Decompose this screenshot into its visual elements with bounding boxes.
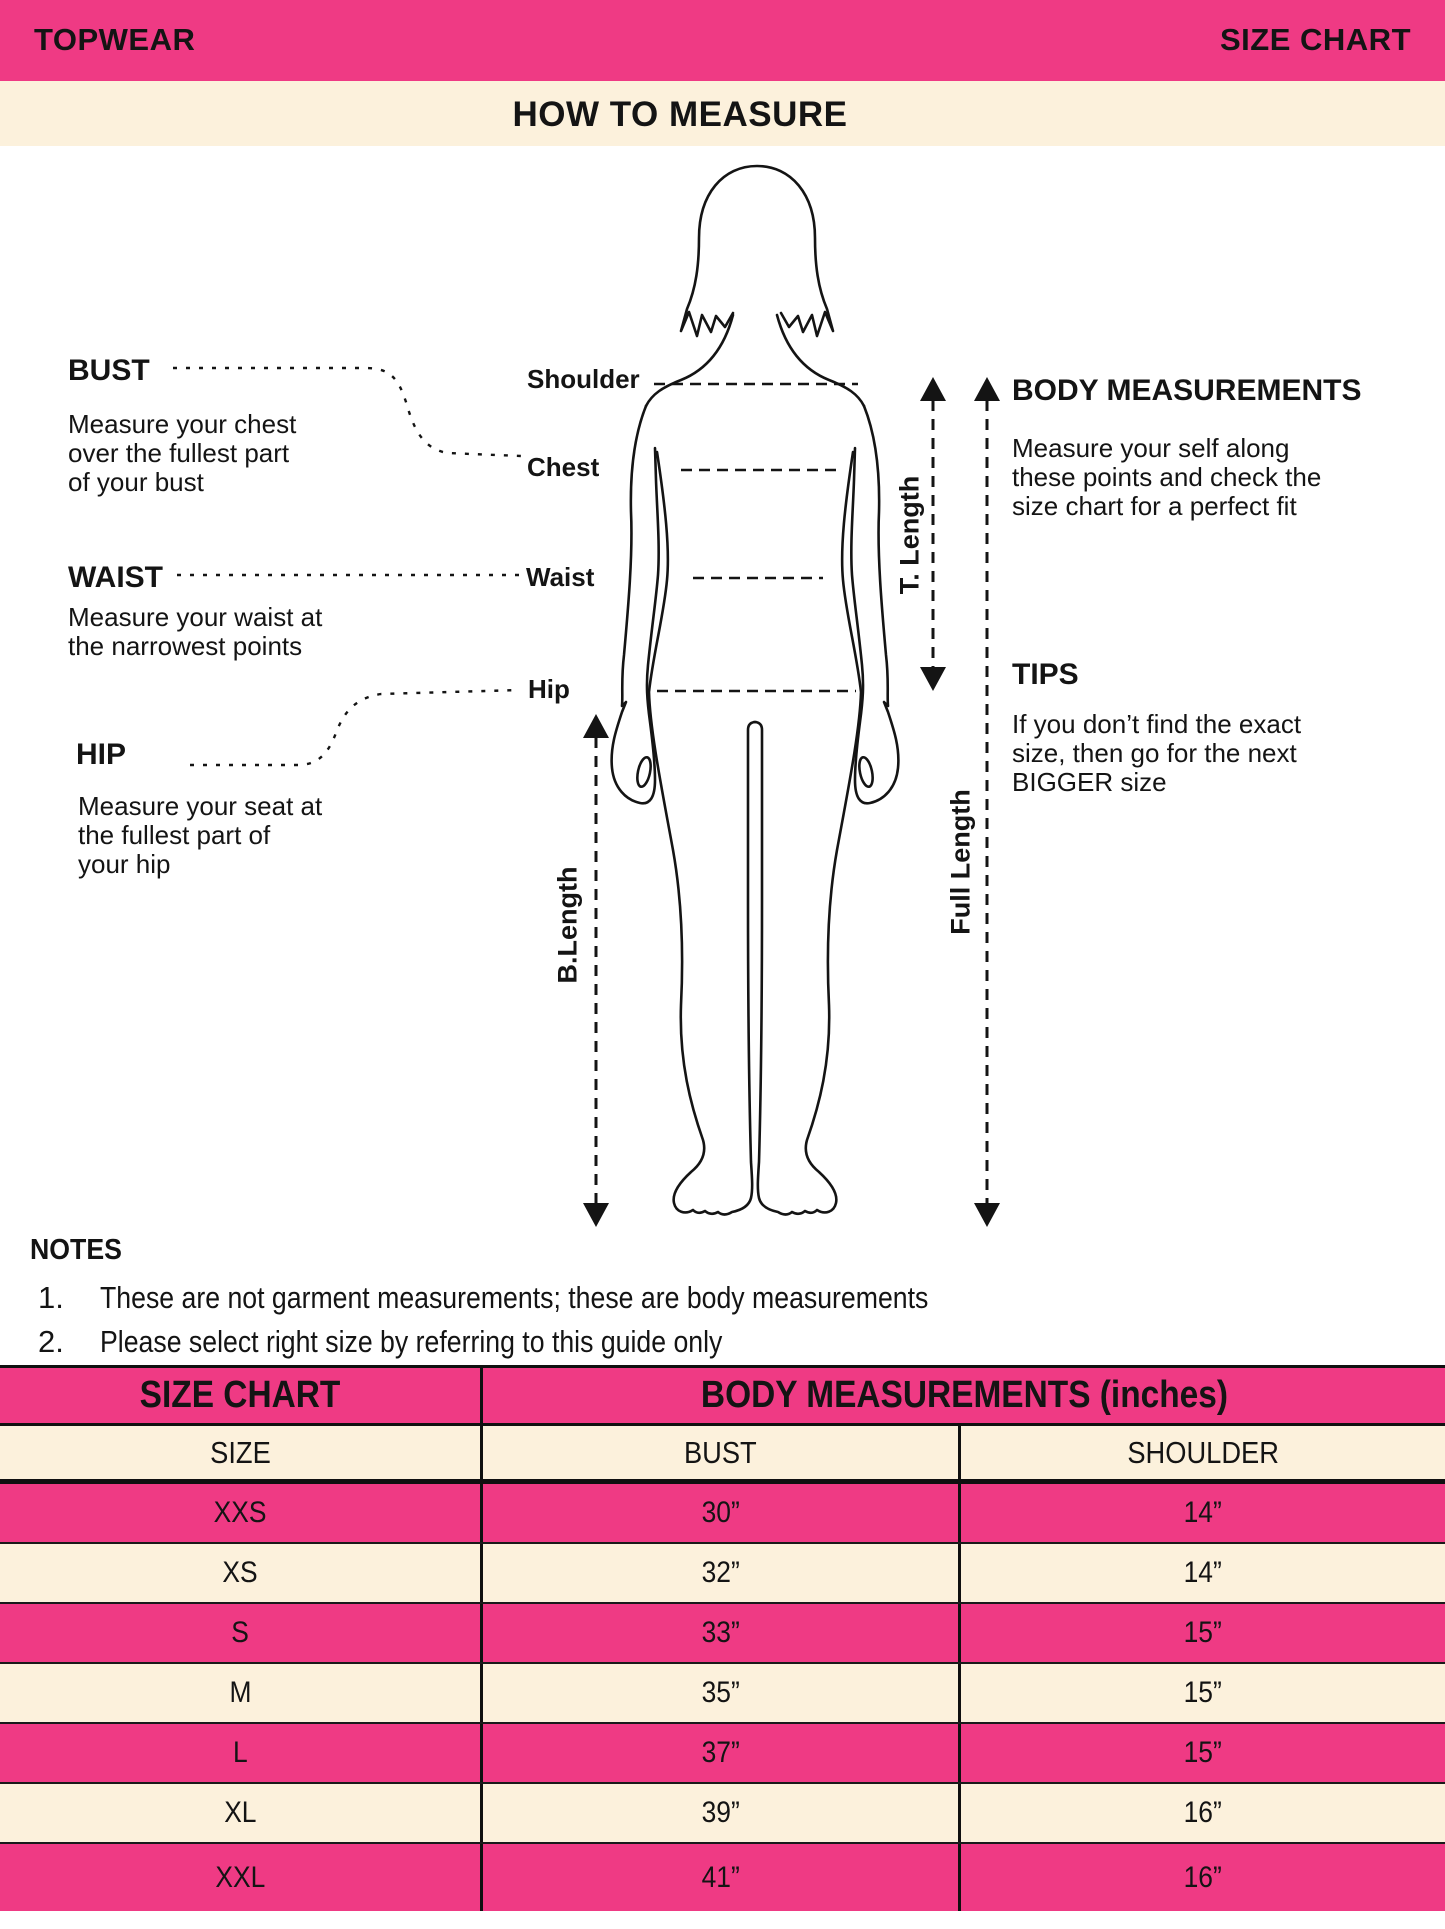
b-length-arrow-down: [583, 1203, 609, 1227]
right-arm: [851, 406, 898, 803]
tips-heading: TIPS: [1012, 658, 1079, 691]
cell-bust: [483, 1784, 961, 1842]
body-measurements-description: [1012, 434, 1321, 521]
table-group-header-row: [0, 1368, 1445, 1426]
column-header-size: [0, 1426, 483, 1479]
cell-shoulder: [961, 1544, 1445, 1602]
shoulder-label: Shoulder: [527, 364, 640, 394]
cell-bust-text: 30”: [701, 1496, 740, 1529]
length-arrows: [596, 400, 987, 1203]
waist-desc-line: the narrowest points: [68, 631, 303, 661]
left-arm: [612, 406, 659, 803]
cell-shoulder-text: 14”: [1183, 1496, 1223, 1529]
hair-outline: [681, 166, 833, 336]
cell-shoulder-text: 16”: [1183, 1860, 1223, 1894]
cell-shoulder: [961, 1484, 1445, 1542]
note-number: 1.: [38, 1280, 64, 1315]
cell-size: [0, 1544, 483, 1602]
waist-heading: WAIST: [68, 561, 163, 594]
cell-shoulder-text: 16”: [1183, 1796, 1223, 1829]
bm-desc-line: these points and check the: [1012, 462, 1322, 492]
cell-bust: [483, 1544, 961, 1602]
table-row-s: [0, 1604, 1445, 1664]
cell-bust-text: 37”: [701, 1736, 740, 1769]
full-length-label: Full Length: [945, 789, 976, 935]
note-item: [38, 1324, 824, 1360]
cell-bust-text: 33”: [701, 1616, 740, 1649]
table-row-l: [0, 1724, 1445, 1784]
hip-label: Hip: [528, 674, 570, 704]
how-to-measure-title: HOW TO MEASURE: [512, 95, 848, 134]
cell-shoulder: [961, 1784, 1445, 1842]
b-length-label: B.Length: [552, 866, 583, 984]
waist-label: Waist: [526, 562, 595, 592]
cell-shoulder-text: 14”: [1183, 1556, 1223, 1589]
chest-label: Chest: [527, 452, 600, 482]
note-item: [38, 1280, 1063, 1316]
cell-size: [0, 1484, 483, 1542]
cell-shoulder: [961, 1604, 1445, 1662]
tips-description: [1012, 710, 1301, 797]
waist-description: [68, 603, 322, 661]
bust-description: [68, 410, 296, 497]
waist-desc-line: Measure your waist at: [68, 602, 323, 632]
neck-left: [646, 315, 733, 406]
cell-size: [0, 1724, 483, 1782]
cell-shoulder: [961, 1724, 1445, 1782]
cell-size: [0, 1844, 483, 1911]
cell-size: [0, 1664, 483, 1722]
column-header-bust-text: BUST: [684, 1434, 757, 1470]
cell-shoulder-text: 15”: [1183, 1736, 1223, 1769]
cell-bust-text: 41”: [701, 1860, 740, 1894]
t-length-arrow-down: [920, 667, 946, 691]
tips-desc-line: BIGGER size: [1012, 767, 1167, 797]
cell-size: [0, 1604, 483, 1662]
notes-heading: NOTES: [30, 1234, 122, 1266]
right-thumb: [857, 756, 875, 788]
cell-size-text: XL: [223, 1796, 257, 1829]
hip-description: [78, 792, 322, 879]
group-header-size-chart: [0, 1368, 483, 1423]
table-row-xxl: [0, 1844, 1445, 1911]
column-header-shoulder: [961, 1426, 1445, 1479]
full-length-arrow-up: [974, 377, 1000, 401]
note-text: These are not garment measurements; these are body measurements: [100, 1280, 929, 1315]
b-length-arrow-up: [583, 714, 609, 738]
column-header-bust: [483, 1426, 961, 1479]
measurement-lines: [654, 384, 858, 691]
t-length-arrow-up: [920, 377, 946, 401]
torso-leg-left: [649, 452, 756, 1215]
cell-bust-text: 35”: [701, 1676, 740, 1709]
table-row-xs: [0, 1544, 1445, 1604]
hip-desc-line: the fullest part of: [78, 820, 271, 850]
cell-bust-text: 39”: [701, 1796, 740, 1829]
cell-bust-text: 32”: [701, 1556, 740, 1589]
size-chart-table: [0, 1365, 1445, 1911]
tips-desc-line: If you don’t find the exact: [1012, 709, 1302, 739]
note-number: 2.: [38, 1324, 64, 1359]
body-measurements-heading: BODY MEASUREMENTS: [1012, 374, 1362, 407]
table-column-header-row: [0, 1426, 1445, 1484]
table-row-m: [0, 1664, 1445, 1724]
hip-heading: HIP: [76, 738, 127, 771]
hip-desc-line: your hip: [78, 849, 171, 879]
cell-size-text: XXL: [215, 1860, 265, 1894]
left-thumb: [635, 756, 653, 788]
hip-connector: [190, 690, 520, 765]
brand-label: TOPWEAR: [34, 22, 196, 57]
cell-size-text: S: [231, 1616, 249, 1649]
cell-bust: [483, 1484, 961, 1542]
group-header-body-measurements: [483, 1368, 1445, 1423]
cell-shoulder-text: 15”: [1183, 1616, 1223, 1649]
bm-desc-line: Measure your self along: [1012, 433, 1290, 463]
bust-heading: BUST: [68, 354, 150, 387]
bust-desc-line: over the fullest part: [68, 438, 290, 468]
column-header-size-text: SIZE: [209, 1434, 271, 1470]
cell-size-text: M: [229, 1676, 251, 1709]
column-header-shoulder-text: SHOULDER: [1127, 1434, 1279, 1470]
cell-size-text: XS: [222, 1556, 258, 1589]
group-header-size-chart-text: SIZE CHART: [139, 1374, 341, 1416]
group-header-body-measurements-text: BODY MEASUREMENTS (inches): [700, 1374, 1228, 1416]
cell-shoulder: [961, 1664, 1445, 1722]
cell-size-text: XXS: [213, 1496, 267, 1529]
cell-size-text: L: [232, 1736, 248, 1769]
cell-shoulder-text: 15”: [1183, 1676, 1223, 1709]
cell-size: [0, 1784, 483, 1842]
cell-shoulder: [961, 1844, 1445, 1911]
hip-desc-line: Measure your seat at: [78, 791, 323, 821]
cell-bust: [483, 1844, 961, 1911]
t-length-label: T. Length: [894, 475, 925, 595]
torso-leg-right: [754, 452, 861, 1215]
full-length-arrow-down: [974, 1203, 1000, 1227]
cell-bust: [483, 1664, 961, 1722]
bm-desc-line: size chart for a perfect fit: [1012, 491, 1297, 521]
table-row-xl: [0, 1784, 1445, 1844]
bust-desc-line: of your bust: [68, 467, 204, 497]
cell-bust: [483, 1724, 961, 1782]
note-text: Please select right size by referring to this guide only: [100, 1324, 723, 1359]
table-row-xxs: [0, 1484, 1445, 1544]
cell-bust: [483, 1604, 961, 1662]
banner-title: SIZE CHART: [1220, 22, 1411, 57]
tips-desc-line: size, then go for the next: [1012, 738, 1297, 768]
bust-desc-line: Measure your chest: [68, 409, 297, 439]
